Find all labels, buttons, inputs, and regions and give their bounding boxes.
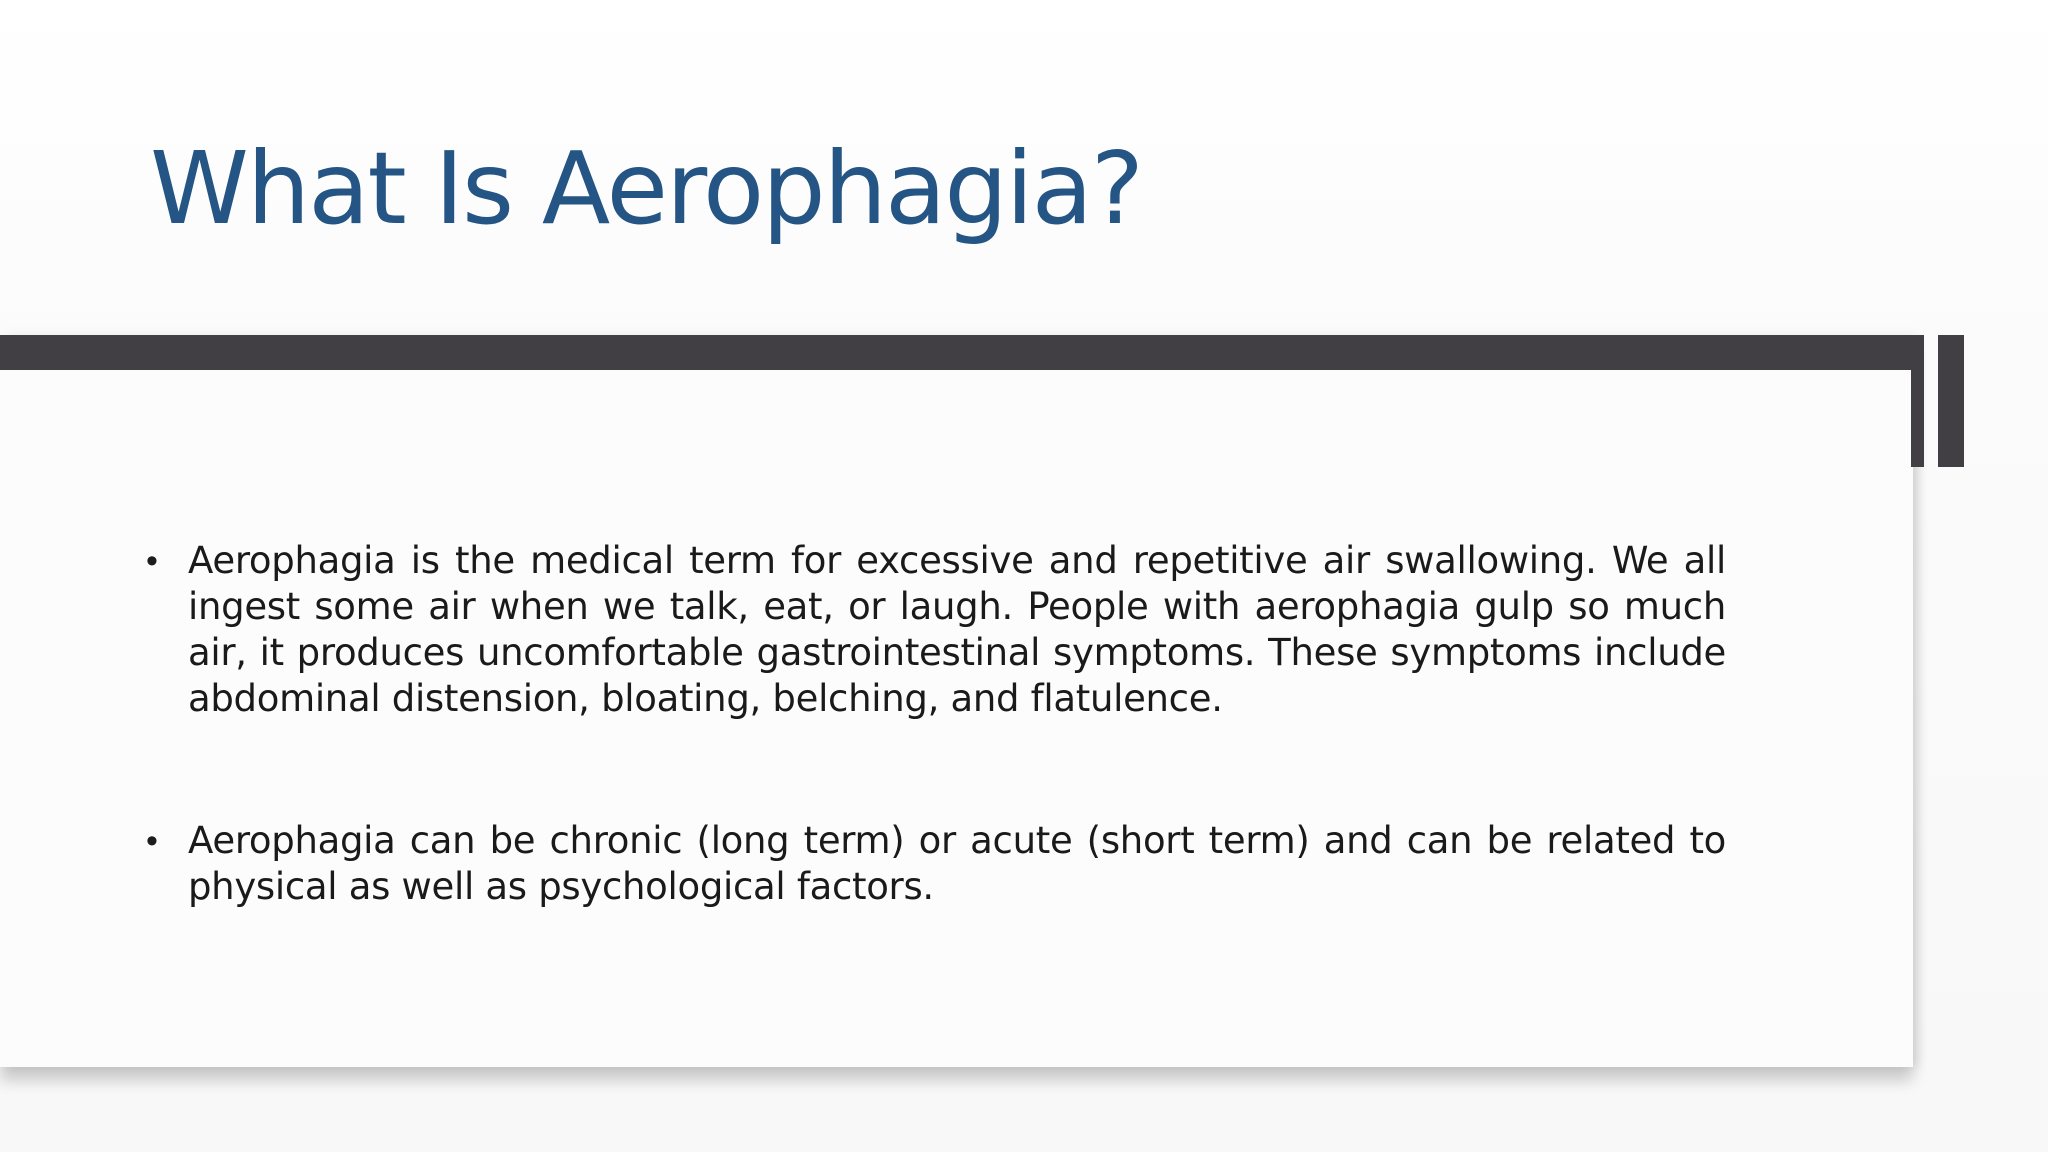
bullet-item [146, 818, 1726, 910]
bullet-marker-icon: • [146, 822, 158, 860]
decorative-bar-outer [1938, 335, 1964, 467]
header-divider-bar [0, 335, 1924, 370]
bullet-list [146, 538, 1726, 1006]
bullet-item [146, 538, 1726, 722]
bullet-text: Aerophagia is the medical term for excessive and repetitive air swallowing. We all ingest some air when we talk, eat, or laugh. People with aerophagia gulp so much air, it produces uncomfortable gastrointestinal symptoms. These symptoms include abdominal distension, bloating, belching, and flatulence. [188, 539, 1726, 720]
slide-title: What Is Aerophagia? [150, 130, 1142, 247]
decorative-bar-inner [1911, 335, 1924, 467]
bullet-marker-icon: • [146, 542, 158, 580]
bullet-text: Aerophagia can be chronic (long term) or acute (short term) and can be related to physical as well as psychological factors. [188, 819, 1726, 908]
